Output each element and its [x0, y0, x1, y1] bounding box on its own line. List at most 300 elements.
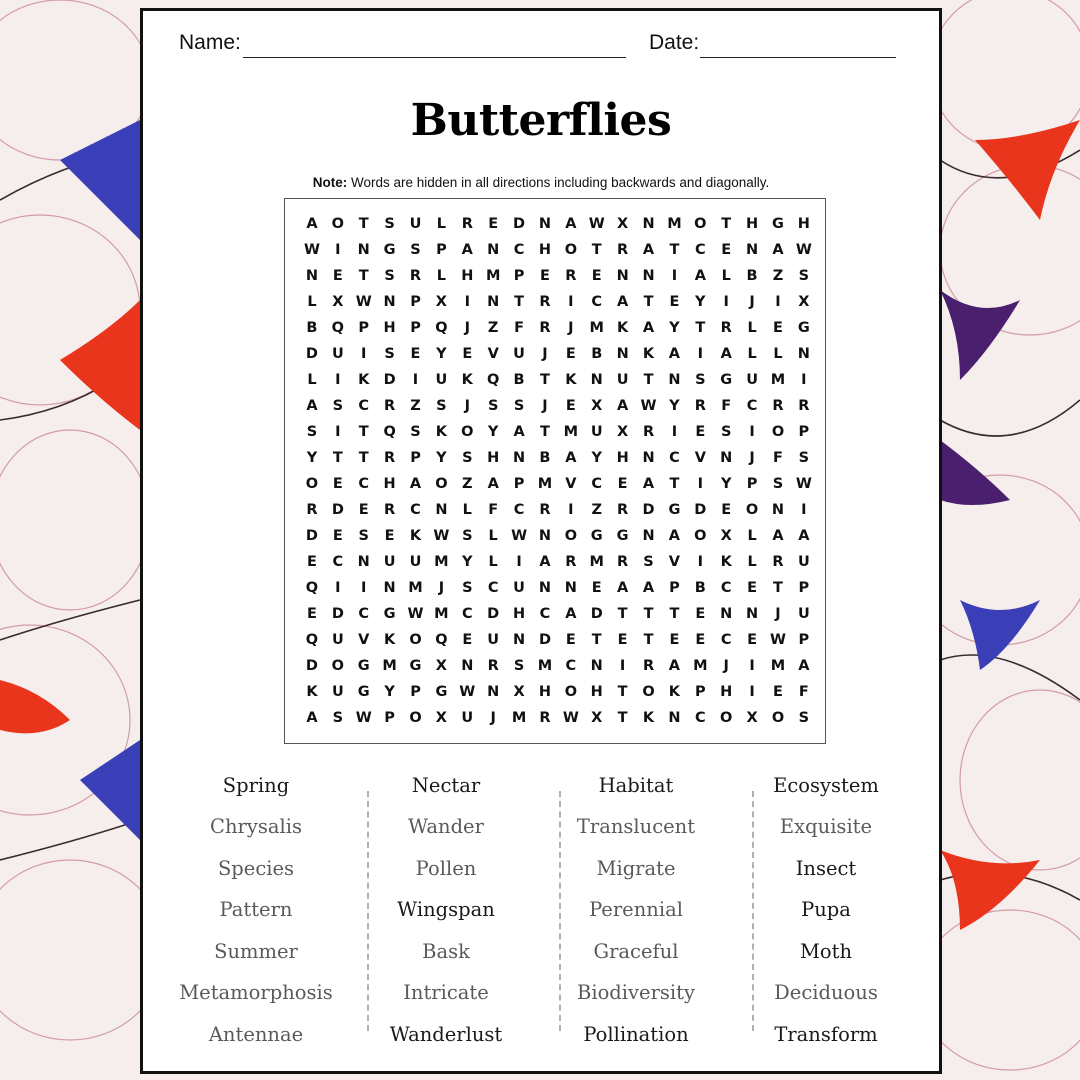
grid-letter[interactable]: Z	[410, 398, 421, 414]
grid-letter[interactable]: U	[746, 372, 758, 388]
grid-letter[interactable]: D	[331, 606, 344, 622]
grid-letter[interactable]: P	[798, 580, 810, 596]
grid-letter[interactable]: U	[513, 580, 525, 596]
grid-letter[interactable]: R	[720, 320, 732, 336]
grid-letter[interactable]: N	[487, 242, 500, 258]
grid-letter[interactable]: D	[487, 606, 500, 622]
grid-letter[interactable]: G	[383, 242, 396, 258]
grid-letter[interactable]: K	[435, 424, 448, 440]
grid-letter[interactable]: H	[616, 450, 629, 466]
grid-letter[interactable]: B	[591, 346, 603, 362]
grid-letter[interactable]: T	[773, 580, 783, 596]
grid-letter[interactable]: X	[798, 294, 810, 310]
grid-letter[interactable]: E	[591, 580, 602, 596]
grid-letter[interactable]: N	[538, 580, 552, 596]
grid-letter[interactable]: E	[565, 398, 576, 414]
grid-letter[interactable]: D	[513, 216, 526, 232]
grid-letter[interactable]: Q	[435, 320, 448, 336]
grid-letter[interactable]: G	[797, 320, 810, 336]
grid-letter[interactable]: P	[384, 710, 395, 726]
grid-letter[interactable]: L	[436, 216, 447, 232]
grid-letter[interactable]: A	[668, 658, 681, 674]
grid-letter[interactable]: I	[516, 554, 522, 570]
grid-letter[interactable]: I	[619, 658, 626, 674]
grid-letter[interactable]: M	[563, 424, 579, 440]
grid-letter[interactable]: D	[305, 658, 318, 674]
grid-letter[interactable]: T	[669, 606, 680, 622]
grid-letter[interactable]: L	[747, 346, 757, 362]
grid-letter[interactable]: R	[384, 398, 396, 414]
grid-letter[interactable]: H	[797, 216, 810, 232]
grid-letter[interactable]: Y	[487, 424, 499, 440]
grid-letter[interactable]: A	[772, 242, 784, 258]
grid-letter[interactable]: J	[723, 658, 729, 674]
grid-letter[interactable]: I	[801, 372, 807, 388]
grid-letter[interactable]: B	[746, 268, 758, 284]
grid-letter[interactable]: S	[643, 554, 654, 570]
grid-letter[interactable]: S	[436, 398, 447, 414]
grid-letter[interactable]: U	[590, 424, 603, 440]
grid-letter[interactable]: A	[772, 528, 784, 544]
grid-letter[interactable]: G	[772, 216, 784, 232]
grid-letter[interactable]: I	[671, 424, 678, 440]
grid-letter[interactable]: E	[462, 346, 473, 362]
grid-letter[interactable]: C	[358, 476, 370, 492]
grid-letter[interactable]: W	[303, 242, 320, 258]
grid-letter[interactable]: O	[771, 424, 785, 440]
date-field[interactable]	[700, 57, 896, 58]
grid-letter[interactable]: L	[488, 528, 498, 544]
grid-letter[interactable]: E	[747, 632, 758, 648]
grid-letter[interactable]: L	[488, 554, 498, 570]
grid-letter[interactable]: R	[306, 502, 318, 518]
grid-letter[interactable]: G	[668, 502, 681, 518]
grid-letter[interactable]: P	[358, 320, 370, 336]
grid-letter[interactable]: A	[668, 346, 681, 362]
grid-letter[interactable]: C	[487, 580, 499, 596]
grid-letter[interactable]: D	[694, 502, 707, 518]
grid-letter[interactable]: E	[695, 632, 706, 648]
grid-letter[interactable]: O	[409, 710, 422, 726]
grid-letter[interactable]: E	[332, 268, 343, 284]
grid-letter[interactable]: W	[459, 684, 476, 700]
grid-letter[interactable]: A	[617, 398, 629, 414]
grid-letter[interactable]: J	[464, 320, 470, 336]
grid-letter[interactable]: T	[617, 710, 628, 726]
grid-letter[interactable]: O	[564, 242, 578, 258]
grid-letter[interactable]: V	[487, 346, 499, 362]
grid-letter[interactable]: T	[617, 606, 628, 622]
grid-letter[interactable]: T	[540, 372, 550, 388]
grid-letter[interactable]: A	[565, 216, 577, 232]
grid-letter[interactable]: R	[617, 554, 629, 570]
grid-letter[interactable]: L	[307, 294, 317, 310]
grid-letter[interactable]: F	[773, 450, 783, 466]
grid-letter[interactable]: T	[669, 476, 680, 492]
grid-letter[interactable]: E	[669, 294, 680, 310]
grid-letter[interactable]: S	[487, 398, 499, 414]
grid-letter[interactable]: E	[565, 632, 576, 648]
grid-letter[interactable]: N	[746, 242, 759, 258]
grid-letter[interactable]: E	[773, 684, 783, 700]
grid-letter[interactable]: F	[514, 320, 525, 336]
grid-letter[interactable]: E	[410, 346, 421, 362]
grid-letter[interactable]: M	[485, 268, 501, 284]
grid-letter[interactable]: S	[332, 398, 344, 414]
grid-letter[interactable]: K	[668, 684, 681, 700]
grid-letter[interactable]: S	[410, 242, 421, 258]
grid-letter[interactable]: J	[438, 580, 445, 596]
grid-letter[interactable]: N	[590, 372, 603, 388]
grid-letter[interactable]: R	[617, 502, 629, 518]
grid-letter[interactable]: T	[643, 606, 654, 622]
grid-letter[interactable]: C	[358, 398, 370, 414]
grid-letter[interactable]: E	[488, 216, 499, 232]
grid-letter[interactable]: N	[771, 502, 785, 518]
grid-letter[interactable]: O	[305, 476, 319, 492]
grid-letter[interactable]: E	[617, 476, 628, 492]
grid-letter[interactable]: O	[642, 684, 655, 700]
grid-letter[interactable]: I	[801, 502, 807, 518]
grid-letter[interactable]: T	[591, 632, 602, 648]
grid-letter[interactable]: G	[616, 528, 629, 544]
grid-letter[interactable]: T	[332, 450, 343, 466]
grid-letter[interactable]: E	[384, 528, 395, 544]
grid-letter[interactable]: S	[384, 346, 395, 362]
grid-letter[interactable]: N	[720, 606, 733, 622]
grid-letter[interactable]: P	[410, 320, 421, 336]
grid-letter[interactable]: K	[358, 372, 370, 388]
grid-letter[interactable]: A	[306, 398, 318, 414]
grid-letter[interactable]: I	[671, 268, 678, 284]
name-field[interactable]	[243, 57, 626, 58]
grid-letter[interactable]: P	[513, 268, 525, 284]
grid-letter[interactable]: N	[487, 684, 500, 700]
grid-letter[interactable]: N	[668, 372, 681, 388]
grid-letter[interactable]: S	[462, 580, 473, 596]
grid-letter[interactable]: M	[693, 658, 708, 674]
grid-letter[interactable]: K	[306, 684, 318, 700]
grid-letter[interactable]: A	[539, 554, 551, 570]
grid-letter[interactable]: G	[590, 528, 603, 544]
grid-letter[interactable]: M	[537, 658, 553, 674]
grid-letter[interactable]: B	[694, 580, 706, 596]
grid-letter[interactable]: E	[332, 528, 343, 544]
grid-letter[interactable]: H	[538, 242, 552, 258]
grid-letter[interactable]: G	[720, 372, 733, 388]
grid-letter[interactable]: N	[564, 580, 577, 596]
grid-letter[interactable]: U	[616, 372, 629, 388]
grid-letter[interactable]: M	[770, 658, 786, 674]
grid-letter[interactable]: P	[410, 450, 421, 466]
grid-letter[interactable]: X	[617, 216, 629, 232]
grid-letter[interactable]: S	[384, 268, 395, 284]
grid-letter[interactable]: A	[642, 580, 655, 596]
grid-letter[interactable]: S	[462, 528, 473, 544]
grid-letter[interactable]: O	[564, 684, 578, 700]
grid-letter[interactable]: E	[306, 554, 317, 570]
grid-letter[interactable]: M	[770, 372, 786, 388]
grid-letter[interactable]: I	[464, 294, 470, 310]
grid-letter[interactable]: E	[591, 268, 602, 284]
grid-letter[interactable]: L	[307, 372, 317, 388]
grid-letter[interactable]: R	[539, 294, 551, 310]
grid-letter[interactable]: C	[694, 242, 706, 258]
grid-letter[interactable]: U	[383, 554, 396, 570]
grid-letter[interactable]: Y	[591, 450, 602, 466]
grid-letter[interactable]: I	[335, 580, 341, 596]
grid-letter[interactable]: F	[798, 684, 809, 700]
grid-letter[interactable]: E	[306, 606, 317, 622]
grid-letter[interactable]: K	[642, 710, 655, 726]
grid-letter[interactable]: B	[306, 320, 318, 336]
grid-letter[interactable]: P	[798, 632, 810, 648]
grid-letter[interactable]: E	[695, 606, 706, 622]
grid-letter[interactable]: O	[461, 424, 474, 440]
grid-letter[interactable]: N	[383, 580, 396, 596]
grid-letter[interactable]: D	[590, 606, 603, 622]
grid-letter[interactable]: N	[616, 268, 629, 284]
grid-letter[interactable]: B	[513, 372, 525, 388]
grid-letter[interactable]: N	[538, 216, 552, 232]
grid-letter[interactable]: U	[797, 554, 810, 570]
grid-letter[interactable]: T	[514, 294, 525, 310]
grid-letter[interactable]: E	[747, 580, 758, 596]
grid-letter[interactable]: I	[361, 580, 367, 596]
grid-letter[interactable]: L	[721, 268, 731, 284]
grid-letter[interactable]: A	[409, 476, 422, 492]
grid-letter[interactable]: M	[408, 580, 423, 596]
grid-letter[interactable]: H	[461, 268, 474, 284]
grid-letter[interactable]: P	[410, 294, 421, 310]
grid-letter[interactable]: H	[590, 684, 603, 700]
grid-letter[interactable]: Q	[487, 372, 500, 388]
grid-letter[interactable]: U	[461, 710, 474, 726]
grid-letter[interactable]: N	[642, 450, 655, 466]
grid-letter[interactable]: A	[668, 528, 681, 544]
grid-letter[interactable]: W	[407, 606, 424, 622]
grid-letter[interactable]: U	[331, 684, 344, 700]
grid-letter[interactable]: R	[487, 658, 499, 674]
grid-letter[interactable]: M	[667, 216, 682, 232]
grid-letter[interactable]: A	[642, 242, 655, 258]
grid-letter[interactable]: T	[591, 242, 602, 258]
grid-letter[interactable]: S	[513, 658, 525, 674]
grid-letter[interactable]: S	[384, 216, 395, 232]
grid-letter[interactable]: O	[564, 528, 578, 544]
grid-letter[interactable]: E	[695, 424, 706, 440]
grid-letter[interactable]: P	[410, 684, 421, 700]
grid-letter[interactable]: A	[617, 580, 629, 596]
grid-letter[interactable]: N	[746, 606, 759, 622]
grid-letter[interactable]: V	[694, 450, 706, 466]
grid-letter[interactable]: S	[513, 398, 525, 414]
grid-letter[interactable]: X	[435, 658, 447, 674]
grid-letter[interactable]: H	[746, 216, 759, 232]
grid-letter[interactable]: V	[358, 632, 370, 648]
grid-letter[interactable]: N	[461, 658, 474, 674]
grid-letter[interactable]: O	[331, 216, 344, 232]
grid-letter[interactable]: C	[565, 658, 577, 674]
grid-letter[interactable]: W	[588, 216, 605, 232]
grid-letter[interactable]: K	[461, 372, 473, 388]
grid-letter[interactable]: L	[462, 502, 472, 518]
grid-letter[interactable]: I	[697, 476, 703, 492]
grid-letter[interactable]: G	[357, 684, 370, 700]
grid-letter[interactable]: C	[410, 502, 421, 518]
grid-letter[interactable]: A	[694, 268, 706, 284]
grid-letter[interactable]: C	[332, 554, 344, 570]
grid-letter[interactable]: W	[433, 528, 450, 544]
grid-letter[interactable]: K	[642, 346, 655, 362]
grid-letter[interactable]: W	[355, 710, 372, 726]
grid-letter[interactable]: N	[357, 554, 370, 570]
grid-letter[interactable]: A	[565, 606, 577, 622]
grid-letter[interactable]: C	[720, 580, 732, 596]
grid-letter[interactable]: E	[358, 502, 369, 518]
grid-letter[interactable]: Y	[695, 294, 706, 310]
grid-letter[interactable]: A	[798, 528, 810, 544]
grid-letter[interactable]: K	[383, 632, 396, 648]
grid-letter[interactable]: G	[409, 658, 422, 674]
grid-letter[interactable]: A	[306, 710, 318, 726]
grid-letter[interactable]: S	[410, 424, 421, 440]
grid-letter[interactable]: C	[461, 606, 473, 622]
grid-letter[interactable]: O	[409, 632, 422, 648]
grid-letter[interactable]: G	[435, 684, 448, 700]
grid-letter[interactable]: R	[798, 398, 810, 414]
grid-letter[interactable]: X	[617, 424, 629, 440]
grid-letter[interactable]: X	[332, 294, 344, 310]
grid-letter[interactable]: R	[384, 502, 396, 518]
grid-letter[interactable]: X	[435, 294, 447, 310]
grid-letter[interactable]: Y	[436, 450, 447, 466]
grid-letter[interactable]: B	[539, 450, 551, 466]
grid-letter[interactable]: N	[642, 268, 655, 284]
grid-letter[interactable]: I	[697, 346, 703, 362]
grid-letter[interactable]: A	[513, 424, 525, 440]
grid-letter[interactable]: T	[669, 242, 680, 258]
grid-letter[interactable]: K	[565, 372, 577, 388]
grid-letter[interactable]: H	[513, 606, 526, 622]
grid-letter[interactable]: M	[434, 606, 449, 622]
grid-letter[interactable]: X	[435, 710, 447, 726]
grid-letter[interactable]: I	[697, 554, 703, 570]
grid-letter[interactable]: T	[643, 632, 654, 648]
grid-letter[interactable]: W	[640, 398, 657, 414]
grid-letter[interactable]: L	[773, 346, 783, 362]
grid-letter[interactable]: S	[798, 450, 810, 466]
grid-letter[interactable]: C	[591, 294, 603, 310]
grid-letter[interactable]: N	[305, 268, 319, 284]
grid-letter[interactable]: W	[795, 476, 812, 492]
grid-letter[interactable]: C	[513, 502, 525, 518]
grid-letter[interactable]: W	[355, 294, 372, 310]
grid-letter[interactable]: J	[490, 710, 496, 726]
grid-letter[interactable]: F	[488, 502, 499, 518]
grid-letter[interactable]: M	[511, 710, 527, 726]
grid-letter[interactable]: Q	[305, 632, 319, 648]
grid-letter[interactable]: O	[694, 216, 707, 232]
grid-letter[interactable]: N	[642, 528, 655, 544]
grid-letter[interactable]: I	[723, 294, 729, 310]
grid-letter[interactable]: Z	[487, 320, 499, 336]
grid-letter[interactable]: N	[642, 216, 655, 232]
grid-letter[interactable]: V	[668, 554, 681, 570]
grid-letter[interactable]: J	[749, 450, 755, 466]
grid-letter[interactable]: O	[745, 502, 759, 518]
grid-letter[interactable]: E	[462, 632, 473, 648]
grid-letter[interactable]: T	[643, 294, 654, 310]
grid-letter[interactable]: J	[542, 398, 548, 414]
grid-letter[interactable]: S	[332, 710, 344, 726]
grid-letter[interactable]: I	[335, 424, 341, 440]
grid-letter[interactable]: R	[772, 554, 784, 570]
grid-letter[interactable]: L	[747, 528, 757, 544]
grid-letter[interactable]: C	[694, 710, 706, 726]
grid-letter[interactable]: Y	[436, 346, 447, 362]
grid-letter[interactable]: Y	[720, 476, 732, 492]
grid-letter[interactable]: R	[694, 398, 706, 414]
grid-letter[interactable]: N	[487, 294, 500, 310]
grid-letter[interactable]: R	[642, 424, 655, 440]
grid-letter[interactable]: A	[487, 476, 499, 492]
grid-letter[interactable]: Z	[591, 502, 602, 518]
grid-letter[interactable]: J	[464, 398, 470, 414]
grid-letter[interactable]: D	[305, 528, 318, 544]
grid-letter[interactable]: A	[720, 346, 732, 362]
grid-letter[interactable]: X	[591, 398, 603, 414]
grid-letter[interactable]: U	[331, 346, 344, 362]
grid-letter[interactable]: I	[568, 294, 574, 310]
grid-letter[interactable]: R	[539, 710, 551, 726]
grid-letter[interactable]: M	[434, 554, 449, 570]
grid-letter[interactable]: K	[720, 554, 732, 570]
grid-letter[interactable]: S	[462, 450, 473, 466]
grid-letter[interactable]: C	[746, 398, 758, 414]
grid-letter[interactable]: Y	[306, 450, 318, 466]
grid-letter[interactable]: S	[306, 424, 318, 440]
grid-letter[interactable]: Q	[383, 424, 396, 440]
grid-letter[interactable]: T	[358, 216, 369, 232]
grid-letter[interactable]: I	[749, 424, 755, 440]
grid-letter[interactable]: O	[720, 710, 733, 726]
grid-letter[interactable]: U	[409, 216, 422, 232]
grid-letter[interactable]: D	[538, 632, 551, 648]
grid-letter[interactable]: P	[798, 424, 810, 440]
grid-letter[interactable]: D	[331, 502, 344, 518]
grid-letter[interactable]: E	[565, 346, 576, 362]
grid-letter[interactable]: D	[642, 502, 655, 518]
grid-letter[interactable]: T	[617, 684, 628, 700]
grid-letter[interactable]: I	[361, 346, 367, 362]
grid-letter[interactable]: J	[749, 294, 755, 310]
grid-letter[interactable]: R	[772, 398, 784, 414]
grid-letter[interactable]: N	[513, 450, 526, 466]
grid-letter[interactable]: L	[747, 554, 757, 570]
grid-letter[interactable]: R	[461, 216, 473, 232]
grid-letter[interactable]: K	[409, 528, 422, 544]
grid-letter[interactable]: X	[720, 528, 732, 544]
grid-letter[interactable]: U	[435, 372, 448, 388]
grid-letter[interactable]: J	[775, 606, 781, 622]
grid-letter[interactable]: P	[746, 476, 758, 492]
grid-letter[interactable]: I	[335, 372, 341, 388]
grid-letter[interactable]: T	[695, 320, 706, 336]
grid-letter[interactable]: Q	[331, 320, 344, 336]
grid-letter[interactable]: Y	[462, 554, 473, 570]
grid-letter[interactable]: U	[331, 632, 344, 648]
